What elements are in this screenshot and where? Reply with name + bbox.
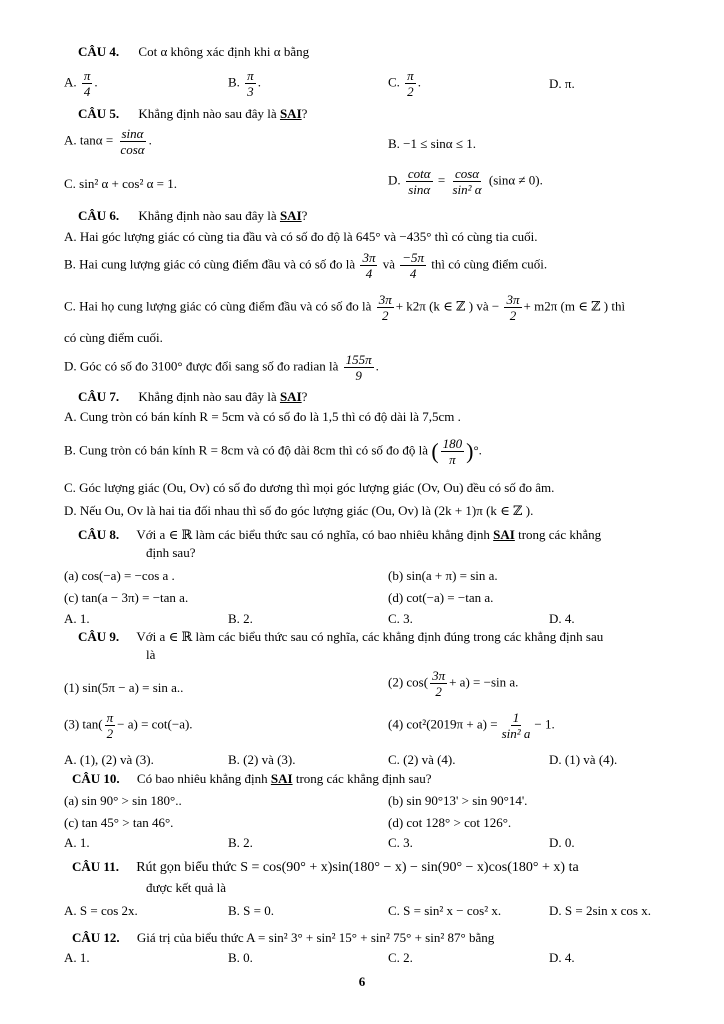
q6-option-c-continued: có cùng điểm cuối. (64, 330, 163, 345)
q9-option-c: C. (2) và (4). (388, 752, 456, 767)
question-8-stem: CÂU 8. Với a ∈ ℝ làm các biểu thức sau có nghĩa, có bao nhiêu khẳng định SAI trong các khẳng (78, 527, 602, 542)
question-5-stem: CÂU 5. Khẳng định nào sau đây là SAI? (78, 106, 308, 121)
question-11-stem: CÂU 11. Rút gọn biểu thức S = cos(90° + x)sin(180° − x) − sin(90° − x)cos(180° + x) ta (72, 859, 579, 875)
q12-option-d: D. 4. (549, 950, 575, 965)
q9-option-b: B. (2) và (3). (228, 752, 296, 767)
q7-option-a: A. Cung tròn có bán kính R = 5cm và có số đo là 1,5 thì có độ dài là 7,5cm . (64, 409, 461, 424)
question-6-label: CÂU 6. (78, 208, 120, 223)
q5-option-c: C. sin² α + cos² α = 1. (64, 176, 178, 191)
question-8-label: CÂU 8. (78, 527, 120, 542)
question-9-stem-cont: là (146, 647, 156, 662)
question-9-stem: CÂU 9. Với a ∈ ℝ làm các biểu thức sau có nghĩa, các khẳng định đúng trong các khẳng định sau (78, 629, 604, 644)
q8-statement-b: (b) sin(a + π) = sin a. (388, 568, 498, 583)
q7-option-d: D. Nếu Ou, Ov là hai tia đối nhau thì số đo góc lượng giác (Ou, Ov) là (2k + 1)π (k ∈ ℤ ). (64, 503, 534, 518)
q12-option-a: A. 1. (64, 950, 90, 965)
q11-option-a: A. S = cos 2x. (64, 903, 138, 918)
question-12-label: CÂU 12. (72, 930, 120, 945)
page-number: 6 (358, 974, 366, 989)
q9-statement-4: (4) cot²(2019π + a) = $\frac{1}{\text{sin² a}}$ − 1. (388, 710, 555, 741)
q10-statement-a: (a) sin 90° > sin 180°.. (64, 793, 182, 808)
q10-option-b: B. 2. (228, 835, 253, 850)
q5-option-b: B. −1 ≤ sinα ≤ 1. (388, 136, 477, 151)
q4-option-c: C. $\frac{\pi}{2}$ . (388, 68, 421, 99)
q8-option-d: D. 4. (549, 611, 575, 626)
q7-option-c: C. Góc lượng giác (Ou, Ov) có số đo dương thì mọi góc lượng giác (Ov, Ou) đều có số đo âm. (64, 480, 555, 495)
q8-statement-c: (c) tan(a − 3π) = −tan a. (64, 590, 189, 605)
q11-option-c: C. S = sin² x − cos² x. (388, 903, 502, 918)
question-10-label: CÂU 10. (72, 771, 120, 786)
q9-option-d: D. (1) và (4). (549, 752, 618, 767)
q7-option-b: B. Cung tròn có bán kính R = 8cm và có độ dài 8cm thì có số đo độ là ( $\frac{180}{\pi}$ )°. (64, 436, 482, 467)
q10-option-c: C. 3. (388, 835, 413, 850)
q6-option-c: C. Hai họ cung lượng giác có cùng điểm đầu và có số đo là $\frac{3\pi}{2}$ + k2π (k ∈ ℤ ) và − $\frac{3\pi}{2}$ + m2π (m ∈ ℤ ) thì (64, 292, 626, 323)
question-11-label: CÂU 11. (72, 859, 119, 874)
question-10-stem: CÂU 10. Có bao nhiêu khẳng định SAI trong các khẳng định sau? (72, 771, 432, 786)
q10-option-a: A. 1. (64, 835, 90, 850)
q6-option-d: D. Góc có số đo 3100° được đổi sang số đo radian là $\frac{155\pi}{9}$ . (64, 352, 379, 383)
q10-option-d: D. 0. (549, 835, 575, 850)
q10-statement-c: (c) tan 45° > tan 46°. (64, 815, 174, 830)
question-7-label: CÂU 7. (78, 389, 120, 404)
q8-statement-d: (d) cot(−a) = −tan a. (388, 590, 494, 605)
q11-option-d: D. S = 2sin x cos x. (549, 903, 651, 918)
question-11-stem-cont: được kết quả là (146, 880, 226, 895)
q5-option-a: A. tanα = $\frac{\sin\alpha}{\cos\alpha}$ . (64, 126, 152, 157)
q9-statement-3: (3) tan( $\frac{\pi}{2}$ − a) = cot(−a). (64, 710, 193, 741)
question-6-stem: CÂU 6. Khẳng định nào sau đây là SAI? (78, 208, 308, 223)
q5-option-d: D. $\frac{\cot\alpha}{\sin\alpha}$ = $\frac{\cos\alpha}{\text{sin² α}}$ (sinα ≠ 0). (388, 166, 543, 197)
q6-option-a: A. Hai góc lượng giác có cùng tia đầu và có số đo độ là 645° và −435° thì có cùng tia cuối. (64, 229, 538, 244)
question-9-label: CÂU 9. (78, 629, 120, 644)
q4-option-d: D. π. (549, 76, 575, 91)
q9-statement-2: (2) cos( $\frac{3\pi}{2}$ + a) = −sin a. (388, 668, 519, 699)
q4-option-b: B. $\frac{\pi}{3}$ . (228, 68, 261, 99)
q9-statement-1: (1) sin(5π − a) = sin a.. (64, 680, 184, 695)
question-5-label: CÂU 5. (78, 106, 120, 121)
question-4-stem: CÂU 4. Cot α không xác định khi α bằng (78, 44, 310, 59)
q8-option-b: B. 2. (228, 611, 253, 626)
q8-statement-a: (a) cos(−a) = −cos a . (64, 568, 175, 583)
q10-statement-d: (d) cot 128° > cot 126°. (388, 815, 512, 830)
q6-option-b: B. Hai cung lượng giác có cùng điểm đầu và có số đo là $\frac{3\pi}{4}$ và $\frac{-5\pi}{4}$ thì có cùng điểm cuối. (64, 250, 548, 281)
question-4-label: CÂU 4. (78, 44, 120, 59)
q11-option-b: B. S = 0. (228, 903, 274, 918)
q10-statement-b: (b) sin 90°13' > sin 90°14'. (388, 793, 528, 808)
q12-option-c: C. 2. (388, 950, 413, 965)
question-7-stem: CÂU 7. Khẳng định nào sau đây là SAI? (78, 389, 308, 404)
question-8-stem-cont: định sau? (146, 545, 196, 560)
q8-option-c: C. 3. (388, 611, 413, 626)
q12-option-b: B. 0. (228, 950, 253, 965)
q9-option-a: A. (1), (2) và (3). (64, 752, 154, 767)
question-12-stem: CÂU 12. Giá trị của biểu thức A = sin² 3° + sin² 15° + sin² 75° + sin² 87° bằng (72, 930, 495, 945)
q8-option-a: A. 1. (64, 611, 90, 626)
q4-option-a: A. $\frac{\pi}{4}$ . (64, 68, 98, 99)
